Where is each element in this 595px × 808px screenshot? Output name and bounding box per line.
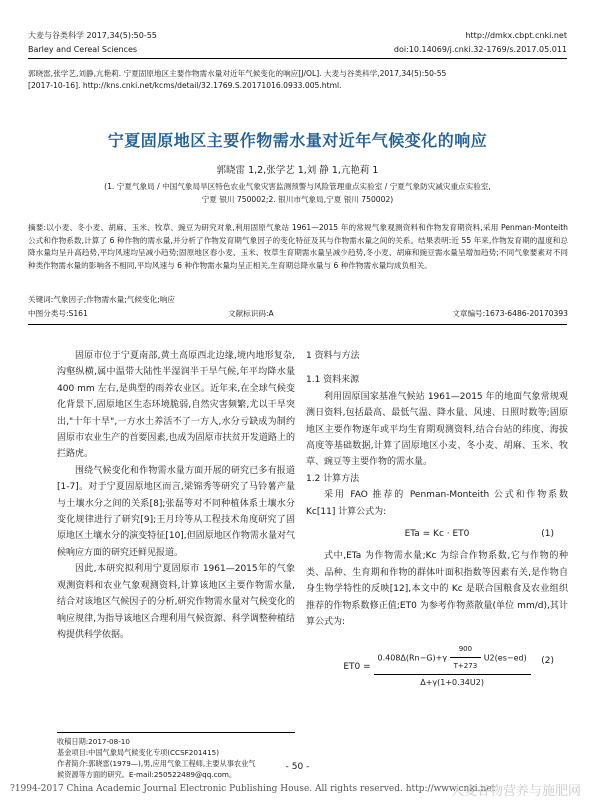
citation-line-2[interactable]: [2017-10-16]. http://kns.cnki.net/kcms/detail/32.1769.S.20171016.0933.005.html. bbox=[28, 81, 342, 90]
section-heading-1-1: 1.1 资料来源 bbox=[306, 375, 360, 386]
equation-2-inner-den: T+273 bbox=[453, 661, 478, 670]
equation-explanation: 式中,ETa 为作物需水量;Kc 为综合作物系数,它与作物的种类、品种、生育期和作物的群体叶面积指数等因素有关,是作物自身生物学特性的反映[12],本文中的 Kc 是联合国粮食及农业组织推荐的作物系数修正值;ET0 为参考作物蒸散量(单位 mm/d),其计算公式为: bbox=[306, 551, 568, 628]
abstract: 摘要:以小麦、冬小麦、胡麻、玉米、牧草、豌豆为研究对象,利用固原气象站 1961—2015 年的常规气象观测资料和作物发育期资料,采用 Penman-Monteith 公式和作物系数,计算了 6 种作物的需水量,并分析了作物发育期气象因子的变化特征及其与作物需水量之间的关系。结果表明:近 55 年来,作物发育期的温度和总降水量均呈升高趋势,平均风速均呈减小趋势;固原地区春小麦、玉米、牧草生育期需水量呈减少趋势,冬小麦、胡麻和豌豆需水量呈增加趋势;不同气象要素对不同种类作物需水量的影响各不相同,平均风速与 6 种作物需水量均呈正相关,生育期总降水量与 6 种作物需水量均成负相关。 bbox=[28, 223, 568, 270]
journal-header-row1 bbox=[28, 30, 567, 41]
affiliation-line-2: 宁夏 银川 750002;2. 银川市气象局,宁夏 银川 750002) bbox=[201, 195, 394, 204]
authors: 郭晓雷 1,2,张学艺 1,刘 静 1,亢艳莉 1 bbox=[216, 165, 379, 176]
affiliation-line-1: (1. 宁夏气象局 / 中国气象局旱区特色农业气象灾害监测预警与风险管理重点实验室 / 宁夏气象防灾减灾重点实验室, bbox=[104, 182, 491, 191]
article-number: 文章编号:1673-6486-20170393 bbox=[452, 309, 568, 318]
equation-2-num-b: U2(es−ed) bbox=[483, 652, 527, 662]
equation-2-numerator bbox=[374, 641, 531, 676]
equation-2-inner-fraction bbox=[450, 641, 482, 675]
page-number: - 50 - bbox=[285, 762, 310, 772]
document-code: 文献标识码:A bbox=[228, 309, 274, 318]
section-heading-1-2: 1.2 计算方法 bbox=[306, 473, 360, 484]
keywords: 关键词:气象因子;作物需水量;气候变化;响应 bbox=[28, 295, 175, 304]
equation-2-lhs: ET0 = bbox=[343, 661, 371, 672]
intro-paragraph-3: 因此,本研究拟利用宁夏固原市 1961—2015年的气象观测资料和农业气象观测资料,计算该地区主要作物需水量,结合对该地区气候因子的分析,研究作物需水量对气候变化的响应规律,为指导该地区合理利用气候资源、科学调整种植结构提供科学依据。 bbox=[57, 564, 295, 640]
doi: doi:10.14069/j.cnki.32-1769/s.2017.05.011 bbox=[393, 45, 567, 54]
section-heading-1: 1 资料与方法 bbox=[306, 351, 360, 361]
citation bbox=[28, 68, 568, 92]
equation-1 bbox=[306, 526, 568, 542]
clc-number: 中图分类号:S161 bbox=[28, 309, 88, 318]
journal-site-link[interactable]: http://dmkx.cbpt.cnki.net bbox=[465, 31, 567, 40]
journal-header-row2 bbox=[28, 44, 567, 55]
abstract-rule bbox=[28, 324, 567, 325]
equation-2-fraction bbox=[374, 641, 531, 692]
intro-paragraph-2: 围绕气候变化和作物需水量方面开展的研究已多有报道[1-7]。对于宁夏固原地区而言,梁锦秀等研究了马铃薯产量与土壤水分之间的关系[8];张磊等对不同种植体系土壤水分变化规律进行了研究[9];王月玲等从工程技术角度研究了固原地区土壤水分的演变特征[10],但固原地区作物需水量对气候响应方面的研究还鲜见报道。 bbox=[57, 465, 295, 558]
footnote-received: 收稿日期:2017-08-10 bbox=[57, 737, 130, 746]
equation-1-number: (1) bbox=[541, 529, 554, 540]
intro-paragraph-1: 固原市位于宁夏南部,黄土高原西北边缘,境内地形复杂,沟壑纵横,属中温带大陆性半湿润半干旱气候,年平均降水量 400 mm 左右,是典型的雨养农业区。近年来,在全球气候变化背景下,固原地区生态环境脆弱,自然灾害频繁,尤以干旱突出,"十年十旱",一方水土养活不了一方人,水分亏缺成为制约固原市农业生产的首要因素,也成为固原市扶贫开发道路上的拦路虎。 bbox=[57, 351, 295, 460]
equation-2-denominator: Δ+γ(1+0.34U2) bbox=[420, 678, 484, 688]
equation-1-body: ETa = Kc · ET0 bbox=[404, 529, 470, 540]
header-rule bbox=[28, 58, 567, 59]
footnote-author-1: 作者简介:郭晓雷(1979—),男,应用气象工程师,主要从事农业气 bbox=[57, 759, 256, 768]
equation-2-number: (2) bbox=[541, 655, 554, 666]
footnote-rule bbox=[57, 732, 295, 733]
method-paragraph: 采用 FAO 推荐的 Penman-Monteith 公式和作物系数 Kc[11] 计算公式为: bbox=[306, 490, 568, 517]
equation-2-inner-num: 900 bbox=[450, 641, 482, 658]
article-title: 宁夏固原地区主要作物需水量对近年气候变化的响应 bbox=[107, 131, 488, 150]
equation-2-num-a: 0.408Δ(Rn−G)+γ bbox=[377, 652, 448, 662]
watermark-text: 大麦谷物营养与施肥网 bbox=[450, 784, 581, 799]
footnote-funding: 基金项目:中国气象局气候变化专项(CCSF201415) bbox=[57, 748, 220, 757]
journal-title-en: Barley and Cereal Sciences bbox=[28, 45, 138, 54]
right-column bbox=[306, 348, 568, 698]
footnotes bbox=[57, 736, 295, 780]
footnote-author-2: 候资源等方面的研究。E-mail:250522489@qq.com。 bbox=[57, 770, 237, 779]
left-column bbox=[57, 348, 295, 643]
copyright-footer: ?1994-2017 China Academic Journal Electronic Publishing House. All rights reserved. http://www.cnki.net bbox=[10, 784, 496, 794]
data-source-paragraph: 利用固原国家基准气候站 1961—2015 年的地面气象常规观测日资料,包括最高、最低气温、降水量、风速、日照时数等;固原地区主要作物逐年或平均生育期观测资料,结合台站的纬度、海拔高度等基础数据,计算了固原地区小麦、冬小麦、胡麻、玉米、牧草、豌豆等主要作物的需水量。 bbox=[306, 391, 568, 468]
journal-title: 大麦与谷类科学 2017,34(5):50-55 bbox=[28, 31, 157, 40]
equation-2 bbox=[306, 641, 568, 692]
classification-row bbox=[28, 308, 568, 320]
citation-line-1: 郭晓雷,张学艺,刘静,亢艳莉. 宁夏固原地区主要作物需水量对近年气候变化的响应[J/OL]. 大麦与谷类科学,2017,34(5):50-55 bbox=[28, 69, 447, 78]
